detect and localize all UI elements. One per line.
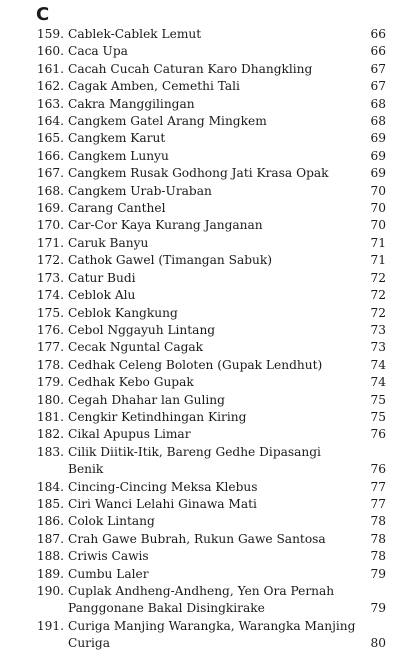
entry-number: 184. <box>36 479 64 494</box>
toc-entry <box>34 583 386 618</box>
entry-title: Cangkem Lunyu <box>68 148 169 163</box>
entry-title: Cikal Apupus Limar <box>68 427 191 442</box>
entry-title: Cathok Gawel (Timangan Sabuk) <box>68 253 273 268</box>
entry-number: 165. <box>36 131 64 146</box>
toc-entry <box>34 496 386 513</box>
toc-entry <box>34 217 386 234</box>
entry-title: Car-Cor Kaya Kurang Janganan <box>68 218 263 233</box>
toc-entry <box>34 566 386 583</box>
entry-page-number: 78 <box>370 531 386 546</box>
entry-page-number: 76 <box>370 427 386 442</box>
entry-page-number: 69 <box>370 131 386 146</box>
entry-page-number: 78 <box>370 549 386 564</box>
entry-page-number: 72 <box>370 305 386 320</box>
entry-page-number: 79 <box>370 601 386 616</box>
toc-entry <box>34 618 386 653</box>
toc-entry <box>34 444 386 479</box>
entry-page-number: 77 <box>370 479 386 494</box>
toc-entry <box>34 374 386 391</box>
entry-number: 172. <box>36 253 64 268</box>
entry-title: Cuplak Andheng-Andheng, Yen Ora Pernah Panggonane Bakal Disingkirake <box>68 584 335 616</box>
toc-entry <box>34 357 386 374</box>
entry-page-number: 67 <box>370 61 386 76</box>
entry-title: Catur Budi <box>68 270 136 285</box>
entry-number: 191. <box>36 618 64 633</box>
toc-entry <box>34 113 386 130</box>
entry-title: Cangkem Karut <box>68 131 166 146</box>
entry-page-number: 70 <box>370 183 386 198</box>
entry-number: 176. <box>36 322 64 337</box>
toc-entry <box>34 392 386 409</box>
entry-page-number: 73 <box>370 322 386 337</box>
entry-title: Caca Upa <box>68 44 128 59</box>
entry-number: 185. <box>36 496 64 511</box>
entry-number: 174. <box>36 288 64 303</box>
entry-title: Cakra Manggilingan <box>68 96 195 111</box>
entry-number: 187. <box>36 531 64 546</box>
entry-title: Cacah Cucah Caturan Karo Dhangkling <box>68 61 313 76</box>
toc-entry <box>34 96 386 113</box>
entry-page-number: 74 <box>370 375 386 390</box>
entry-number: 175. <box>36 305 64 320</box>
entry-number: 168. <box>36 183 64 198</box>
entry-title: Curiga Manjing Warangka, Warangka Manjing Curiga <box>68 618 356 651</box>
toc-entry <box>34 26 386 43</box>
toc-entry <box>34 270 386 287</box>
entry-page-number: 76 <box>370 462 386 477</box>
entry-number: 183. <box>36 444 64 459</box>
toc-entry <box>34 339 386 356</box>
toc-entry <box>34 165 386 182</box>
entry-title: Cumbu Laler <box>68 566 149 581</box>
entry-page-number: 74 <box>370 357 386 372</box>
toc-entry <box>34 479 386 496</box>
toc-entry <box>34 305 386 322</box>
toc-entry <box>34 252 386 269</box>
entry-title: Crah Gawe Bubrah, Rukun Gawe Santosa <box>68 531 326 546</box>
toc-entry <box>34 287 386 304</box>
entry-number: 186. <box>36 514 64 529</box>
entry-title: Colok Lintang <box>68 514 155 529</box>
entry-page-number: 75 <box>370 392 386 407</box>
entry-title: Cecak Nguntal Cagak <box>68 340 204 355</box>
entry-title: Cengkir Ketindhingan Kiring <box>68 409 247 424</box>
entry-number: 173. <box>36 270 64 285</box>
entry-number: 190. <box>36 584 64 598</box>
section-letter: C <box>36 4 50 25</box>
toc-entry <box>34 426 386 443</box>
entry-page-number: 71 <box>370 235 386 250</box>
entry-number: 161. <box>36 61 64 76</box>
entry-page-number: 68 <box>370 114 386 129</box>
toc-entry <box>34 78 386 95</box>
entry-number: 181. <box>36 409 64 424</box>
entry-page-number: 79 <box>370 566 386 581</box>
entry-page-number: 69 <box>370 148 386 163</box>
entry-number: 188. <box>36 549 64 564</box>
entry-page-number: 66 <box>370 44 386 59</box>
entry-number: 160. <box>36 44 64 59</box>
toc-entry <box>34 531 386 548</box>
entry-number: 171. <box>36 235 64 250</box>
toc-entry <box>34 548 386 565</box>
entry-page-number: 78 <box>370 514 386 529</box>
entry-number: 189. <box>36 566 64 581</box>
entry-number: 180. <box>36 392 64 407</box>
entry-title: Cincing-Cincing Meksa Klebus <box>68 479 258 494</box>
entry-number: 178. <box>36 357 64 372</box>
entry-number: 169. <box>36 201 64 216</box>
entry-number: 164. <box>36 114 64 129</box>
entry-title: Ciri Wanci Lelahi Ginawa Mati <box>68 496 257 511</box>
entry-number: 159. <box>36 27 64 41</box>
entry-number: 162. <box>36 79 64 94</box>
entry-number: 182. <box>36 427 64 442</box>
toc-entry <box>34 409 386 426</box>
entry-title: Cablek-Cablek Lemut <box>68 27 202 41</box>
entry-title: Cebol Nggayuh Lintang <box>68 322 216 337</box>
toc-entry <box>34 322 386 339</box>
entry-page-number: 67 <box>370 79 386 94</box>
entry-title: Cangkem Rusak Godhong Jati Krasa Opak <box>68 166 329 181</box>
entry-title: Cangkem Gatel Arang Mingkem <box>68 114 267 129</box>
entry-page-number: 71 <box>370 253 386 268</box>
entry-page-number: 80 <box>370 636 386 651</box>
toc-entry <box>34 183 386 200</box>
toc-entry <box>34 513 386 530</box>
entry-title: Cedhak Celeng Boloten (Gupak Lendhut) <box>68 357 323 372</box>
entry-number: 170. <box>36 218 64 233</box>
entry-page-number: 68 <box>370 96 386 111</box>
entry-number: 163. <box>36 96 64 111</box>
entry-page-number: 66 <box>370 27 386 41</box>
entry-title: Criwis Cawis <box>68 549 149 564</box>
toc-entry <box>34 43 386 60</box>
entry-title: Cangkem Urab-Uraban <box>68 183 212 198</box>
entry-title: Carang Canthel <box>68 201 166 216</box>
entry-page-number: 72 <box>370 288 386 303</box>
entry-page-number: 72 <box>370 270 386 285</box>
entry-title: Ceblok Kangkung <box>68 305 178 320</box>
entry-title: Cegah Dhahar lan Guling <box>68 392 225 407</box>
entry-title: Cedhak Kebo Gupak <box>68 375 194 390</box>
toc-entry <box>34 148 386 165</box>
toc-entry <box>34 235 386 252</box>
entry-number: 167. <box>36 166 64 181</box>
entry-page-number: 73 <box>370 340 386 355</box>
toc-entry <box>34 130 386 147</box>
entry-page-number: 77 <box>370 496 386 511</box>
entry-title: Cilik Diitik-Itik, Bareng Gedhe Dipasangi Benik <box>68 444 321 477</box>
entry-number: 177. <box>36 340 64 355</box>
entry-title: Caruk Banyu <box>68 235 149 250</box>
entry-page-number: 70 <box>370 218 386 233</box>
entry-page-number: 70 <box>370 201 386 216</box>
entry-number: 179. <box>36 375 64 390</box>
entry-title: Ceblok Alu <box>68 288 136 303</box>
toc-entry <box>34 200 386 217</box>
entry-page-number: 75 <box>370 409 386 424</box>
toc-entry <box>34 61 386 78</box>
entry-number: 166. <box>36 148 64 163</box>
entry-page-number: 69 <box>370 166 386 181</box>
entry-title: Cagak Amben, Cemethi Tali <box>68 79 240 94</box>
toc-list <box>34 26 386 653</box>
